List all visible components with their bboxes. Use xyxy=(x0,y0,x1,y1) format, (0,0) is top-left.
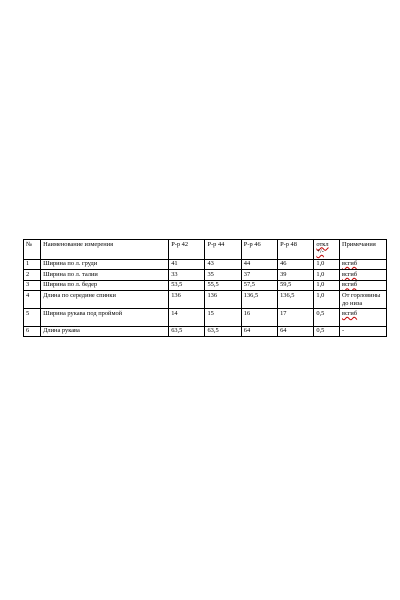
cell-size-46: 16 xyxy=(241,309,277,327)
cell-note-text: всгиб xyxy=(341,270,358,278)
cell-size-46: 64 xyxy=(241,326,277,337)
table-header-row xyxy=(24,240,387,260)
cell-num: 4 xyxy=(24,291,41,309)
header-notes: Примечания xyxy=(339,240,386,260)
cell-deviation: 0,5 xyxy=(314,326,340,337)
cell-size-46: 37 xyxy=(241,270,277,281)
table-row xyxy=(24,270,387,281)
cell-size-44: 55,5 xyxy=(205,280,241,291)
header-deviation-text: откл +/- xyxy=(316,240,329,256)
cell-name: Ширина рукава под проймой xyxy=(41,309,169,327)
cell-size-48: 64 xyxy=(278,326,314,337)
cell-deviation: 1,0 xyxy=(314,270,340,281)
cell-size-48: 17 xyxy=(278,309,314,327)
cell-num: 5 xyxy=(24,309,41,327)
cell-size-48: 136,5 xyxy=(278,291,314,309)
cell-note-text: всгиб xyxy=(341,260,358,268)
cell-name: Ширина по л. груди xyxy=(41,259,169,270)
table-row xyxy=(24,326,387,337)
cell-note xyxy=(339,270,386,281)
cell-size-42: 14 xyxy=(169,309,205,327)
header-size-44: Р-р 44 xyxy=(205,240,241,260)
table-row xyxy=(24,291,387,309)
cell-note xyxy=(339,309,386,327)
header-size-46: Р-р 46 xyxy=(241,240,277,260)
cell-name: Ширина по л. талии xyxy=(41,270,169,281)
cell-deviation: 0,5 xyxy=(314,309,340,327)
cell-num: 6 xyxy=(24,326,41,337)
cell-size-42: 136 xyxy=(169,291,205,309)
measurement-table xyxy=(23,239,387,337)
cell-num: 3 xyxy=(24,280,41,291)
cell-size-42: 53,5 xyxy=(169,280,205,291)
cell-size-46: 44 xyxy=(241,259,277,270)
cell-size-48: 46 xyxy=(278,259,314,270)
cell-note: - xyxy=(339,326,386,337)
cell-deviation: 1,0 xyxy=(314,291,340,309)
cell-size-44: 63,5 xyxy=(205,326,241,337)
cell-size-46: 57,5 xyxy=(241,280,277,291)
header-name: Наименование измерения xyxy=(41,240,169,260)
cell-note-text: всгиб xyxy=(341,309,358,317)
cell-note: От горловины до низа xyxy=(339,291,386,309)
cell-size-44: 15 xyxy=(205,309,241,327)
cell-note xyxy=(339,280,386,291)
table-row xyxy=(24,309,387,327)
header-size-42: Р-р 42 xyxy=(169,240,205,260)
cell-name: Длина по середине спинки xyxy=(41,291,169,309)
cell-note xyxy=(339,259,386,270)
cell-name: Длина рукава xyxy=(41,326,169,337)
cell-size-48: 39 xyxy=(278,270,314,281)
header-size-48: Р-р 48 xyxy=(278,240,314,260)
cell-note-text: всгиб xyxy=(341,281,358,289)
cell-name: Ширина по л. бедер xyxy=(41,280,169,291)
cell-size-44: 136 xyxy=(205,291,241,309)
cell-deviation: 1,0 xyxy=(314,259,340,270)
cell-num: 1 xyxy=(24,259,41,270)
header-deviation xyxy=(314,240,340,260)
header-num: № xyxy=(24,240,41,260)
cell-size-42: 63,5 xyxy=(169,326,205,337)
cell-num: 2 xyxy=(24,270,41,281)
cell-size-48: 59,5 xyxy=(278,280,314,291)
table-row xyxy=(24,280,387,291)
cell-size-44: 35 xyxy=(205,270,241,281)
cell-deviation: 1,0 xyxy=(314,280,340,291)
cell-size-44: 43 xyxy=(205,259,241,270)
cell-size-42: 41 xyxy=(169,259,205,270)
cell-size-42: 33 xyxy=(169,270,205,281)
cell-size-46: 136,5 xyxy=(241,291,277,309)
table-row xyxy=(24,259,387,270)
